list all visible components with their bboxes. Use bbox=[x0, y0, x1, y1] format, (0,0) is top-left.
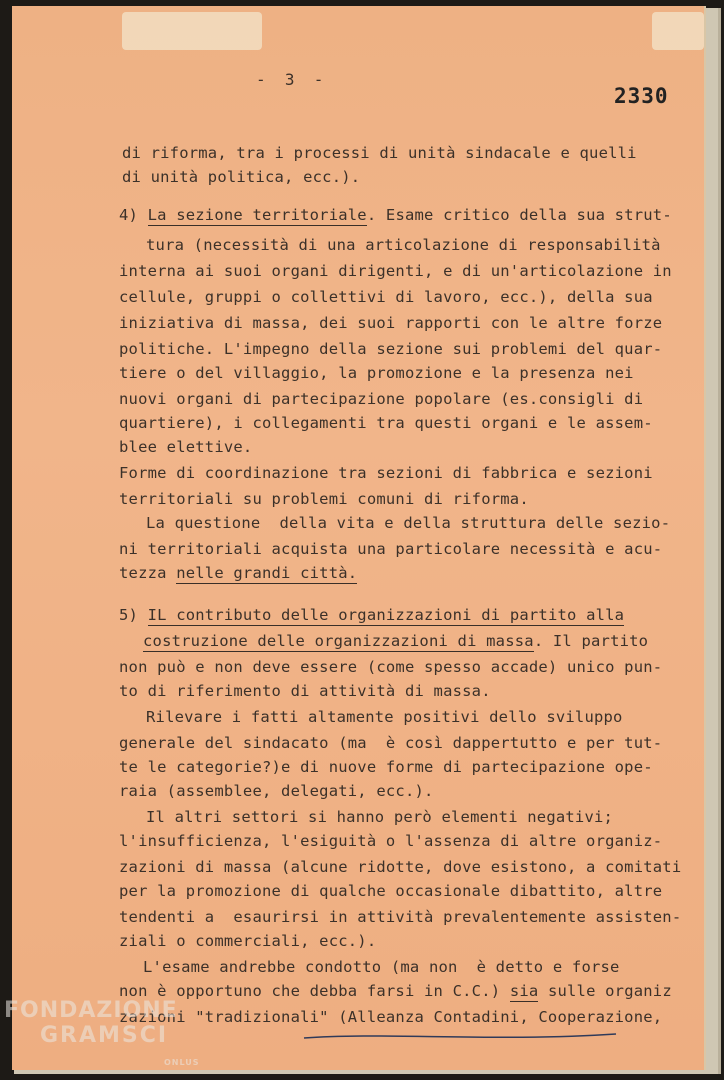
text-span: . Esame critico della sua strut- bbox=[366, 206, 672, 224]
watermark-line: FONDAZIONE bbox=[4, 998, 178, 1023]
text-line: per la promozione di qualche occasionale dibattito, altre bbox=[119, 882, 663, 900]
text-span: . Il partito bbox=[533, 632, 649, 650]
text-line: di riforma, tra i processi di unità sindacale e quelli bbox=[122, 144, 637, 162]
item-number: 5) bbox=[119, 606, 148, 624]
watermark-line: GRAMSCI bbox=[40, 1023, 169, 1048]
text-line: non può e non deve essere (come spesso accade) unico pun- bbox=[119, 658, 663, 676]
tape-strip-right bbox=[652, 12, 704, 50]
section-heading: La sezione territoriale bbox=[147, 206, 367, 224]
text-line bbox=[119, 564, 357, 582]
tape-strip-left bbox=[122, 12, 262, 50]
text-line: l'insufficienza, l'esiguità o l'assenza di altre organiz- bbox=[119, 832, 663, 850]
underlined-text: nelle grandi città. bbox=[176, 564, 358, 582]
text-line bbox=[119, 606, 624, 624]
page-number: - 3 - bbox=[256, 70, 324, 89]
text-line bbox=[119, 206, 672, 224]
text-line: generale del sindacato (ma è così dappertutto e per tut- bbox=[119, 734, 663, 752]
text-line: te le categorie?)e di nuove forme di partecipazione ope- bbox=[119, 758, 653, 776]
handwritten-underline bbox=[300, 1028, 620, 1044]
fondazione-gramsci-logo bbox=[4, 998, 200, 1067]
text-line: L'esame andrebbe condotto (ma non è detto e forse bbox=[143, 958, 620, 976]
underlined-text: sia bbox=[509, 982, 539, 1000]
text-line: tendenti a esaurirsi in attività prevalentemente assisten- bbox=[119, 908, 682, 926]
text-line: tiere o del villaggio, la promozione e la presenza nei bbox=[119, 364, 634, 382]
text-line: raia (assemblee, delegati, ecc.). bbox=[119, 782, 434, 800]
text-line: blee elettive. bbox=[119, 438, 253, 456]
text-span: non è opportuno che debba farsi in C.C.) bbox=[119, 982, 510, 1000]
item-number: 4) bbox=[119, 206, 148, 224]
text-line: La questione della vita e della struttura delle sezio- bbox=[146, 514, 671, 532]
text-line: zazioni di massa (alcune ridotte, dove esistono, a comitati bbox=[119, 858, 682, 876]
text-line: di unità politica, ecc.). bbox=[122, 168, 361, 186]
text-line: cellule, gruppi o collettivi di lavoro, ecc.), della sua bbox=[119, 288, 653, 306]
text-line: iniziativa di massa, dei suoi rapporti con le altre forze bbox=[119, 314, 663, 332]
text-span: sulle organiz bbox=[538, 982, 672, 1000]
text-line: tura (necessità di una articolazione di responsabilità bbox=[146, 236, 661, 254]
text-line bbox=[119, 982, 672, 1000]
text-line: politiche. L'impegno della sezione sui problemi del quar- bbox=[119, 340, 663, 358]
text-line: quartiere), i collegamenti tra questi organi e le assem- bbox=[119, 414, 653, 432]
text-line bbox=[143, 632, 648, 650]
text-line: zazioni "tradizionali" (Alleanza Contadini, Cooperazione, bbox=[119, 1008, 663, 1026]
document-number: 2330 bbox=[614, 84, 669, 108]
text-span: tezza bbox=[119, 564, 177, 582]
text-line: nuovi organi di partecipazione popolare (es.consigli di bbox=[119, 390, 644, 408]
watermark-line: ONLUS bbox=[164, 1058, 200, 1067]
text-line: interna ai suoi organi dirigenti, e di un'articolazione in bbox=[119, 262, 672, 280]
section-heading-cont: costruzione delle organizzazioni di massa bbox=[143, 632, 534, 650]
text-line: ni territoriali acquista una particolare necessità e acu- bbox=[119, 540, 663, 558]
text-line: Rilevare i fatti altamente positivi dello sviluppo bbox=[146, 708, 623, 726]
text-line: Forme di coordinazione tra sezioni di fabbrica e sezioni bbox=[119, 464, 653, 482]
text-line: Il altri settori si hanno però elementi negativi; bbox=[146, 808, 614, 826]
text-line: ziali o commerciali, ecc.). bbox=[119, 932, 377, 950]
text-line: territoriali su problemi comuni di riforma. bbox=[119, 490, 529, 508]
text-line: to di riferimento di attività di massa. bbox=[119, 682, 491, 700]
section-heading: IL contributo delle organizzazioni di partito alla bbox=[147, 606, 625, 624]
